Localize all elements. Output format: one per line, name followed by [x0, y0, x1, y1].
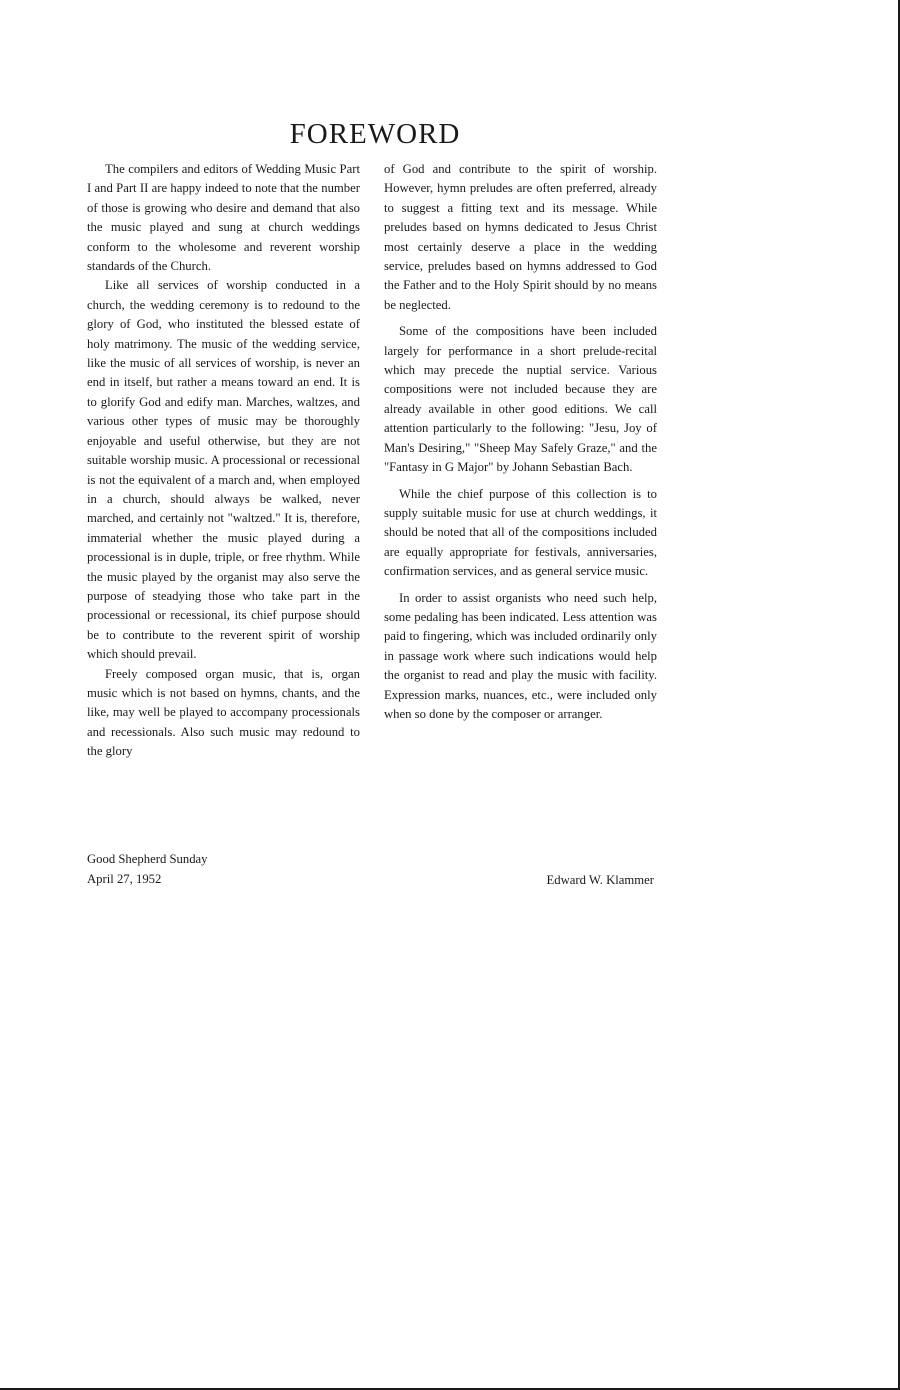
paragraph-worship: Like all services of worship conducted in a church, the wedding ceremony is to redound to the glory of God, who instituted the blessed estate of holy matrimony. The music of the wedding service, like the music of all services of worship, is never an end in itself, but rather a means toward an end. It is to glorify God and edify man. Marches, waltzes, and various other types of music may be thoroughly enjoyable and useful otherwise, but they are not suitable worship music. A processional or recessional is not the equivalent of a march and, when employed in a church, should always be walked, never marched, and certainly not "waltzed." It is, therefore, immaterial whether the music played during a processional is in duple, triple, or free rhythm. While the music played by the organist may also serve the purpose of steadying those who take part in the processional or recessional, its chief purpose should be to contribute to the reverent spirit of worship which should prevail.: [87, 278, 360, 662]
signoff-date-block: [87, 850, 208, 889]
signoff-date: April 27, 1952: [87, 871, 162, 886]
paragraph-organ-music: Freely composed organ music, that is, organ music which is not based on hymns, chants, and the like, may well be played to accompany processionals and recessionals. Also such music may redound to the glory: [87, 666, 360, 759]
paragraph-pedaling: In order to assist organists who need such help, some pedaling has been indicated. Less attention was paid to fingering, which was included ordinarily only in passage work where such indications would help the organist to read and play the music with facility. Expression marks, nuances, etc., were included only when so done by the composer or arranger.: [384, 590, 657, 721]
left-column: [87, 160, 360, 762]
signoff-occasion: Good Shepherd Sunday: [87, 852, 208, 866]
paragraph-compositions: Some of the compositions have been included largely for performance in a short prelude-recital which may precede the nuptial service. Various compositions were not included because they are already available in other good editions. We call attention particularly to the following: "Jesu, Joy of Man's Desiring," "Sheep May Safely Graze," and the "Fantasy in G Major" by Johann Sebastian Bach.: [384, 324, 657, 475]
page-title: FOREWORD: [289, 118, 461, 150]
paragraph-organ-music-continued: of God and contribute to the spirit of worship. However, hymn preludes are often preferred, already to suggest a fitting text and its message. While preludes based on hymns dedicated to Jesus Christ most certainly deserve a place in the wedding service, preludes based on hymns addressed to God the Father and to the Holy Spirit should by no means be neglected.: [384, 162, 657, 312]
right-column: [384, 160, 657, 731]
paragraph-purpose: While the chief purpose of this collection is to supply suitable music for use at church weddings, it should be noted that all of the compositions included are equally appropriate for festivals, anniversaries, confirmation services, and as general service music.: [384, 486, 657, 579]
paragraph-intro: The compilers and editors of Wedding Music Part I and Part II are happy indeed to note that the number of those is growing who desire and demand that also the music played and sung at church weddings conform to the wholesome and reverent worship standards of the Church.: [87, 162, 360, 274]
signoff-author: Edward W. Klammer: [546, 873, 654, 887]
